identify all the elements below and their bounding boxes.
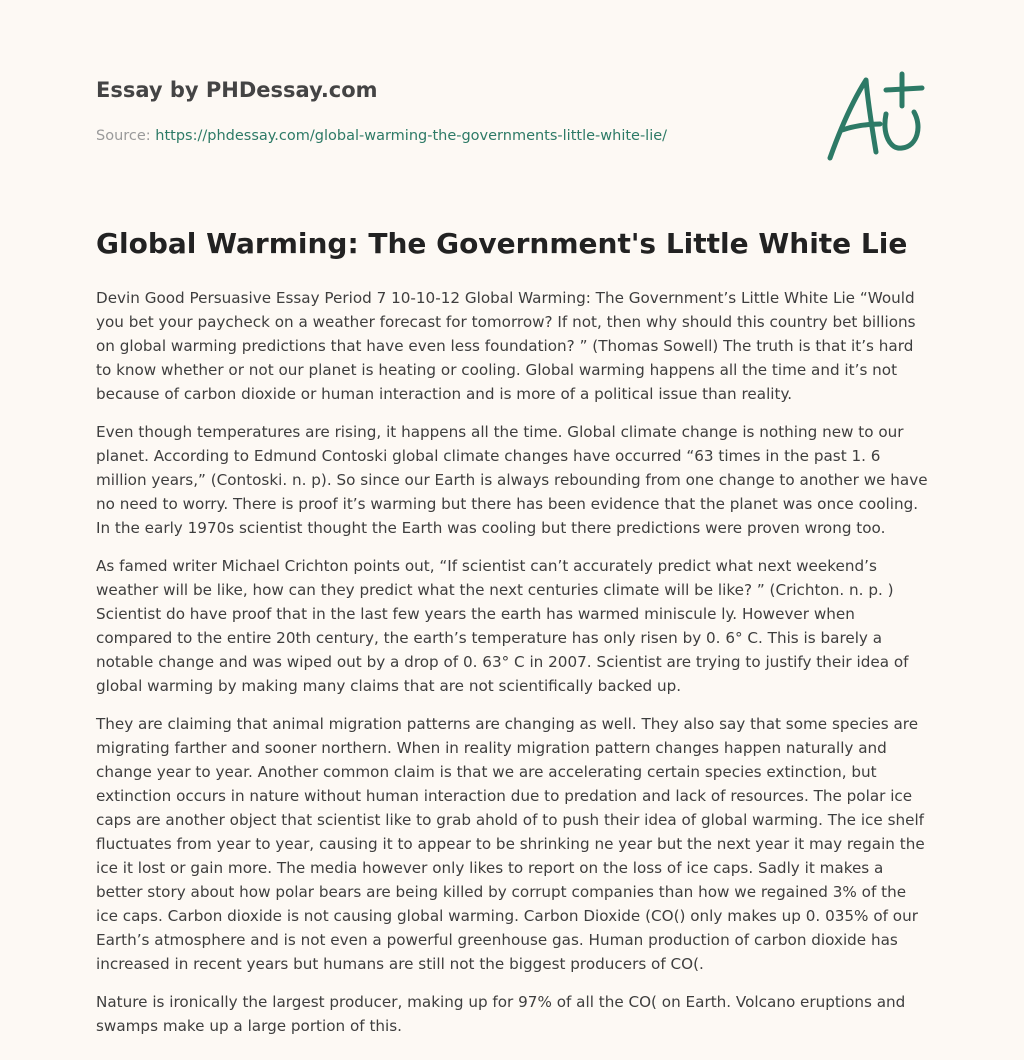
essay-paragraph: Devin Good Persuasive Essay Period 7 10-10-12 Global Warming: The Government’s Little White Lie “Would you bet your paycheck on a weather forecast for tomorrow? If not, then why should this country bet billions on global warming predictions that have even less foundation? ” (Thomas Sowell) The truth is that it’s hard to know whether or not our planet is heating or cooling. Global warming happens all the time and it’s not because of carbon dioxide or human interaction and is more of a political issue than reality. bbox=[96, 289, 916, 403]
site-title: Essay by PHDessay.com bbox=[96, 78, 378, 102]
essay-title: Global Warming: The Government's Little White Lie bbox=[96, 227, 908, 260]
essay-paragraph: Nature is ironically the largest producer, making up for 97% of all the CO( on Earth. Volcano eruptions and swamps make up a large portion of this. bbox=[96, 993, 906, 1035]
essay-paragraph: They are claiming that animal migration patterns are changing as well. They also say that some species are migrating farther and sooner northern. When in reality migration pattern changes happen naturally and change year to year. Another common claim is that we are accelerating certain species extinction, but extinction occurs in nature without human interaction due to predation and lack of resources. The polar ice caps are another object that scientist like to grab ahold of to push their idea of global warming. The ice shelf fluctuates from year to year, causing it to appear to be shrinking ne year but the next year it may regain the ice it lost or gain more. The media however only likes to report on the loss of ice caps. Sadly it makes a better story about how polar bears are being killed by corrupt companies than how we regained 3% of the ice caps. Carbon dioxide is not causing global warming. Carbon Dioxide (CO() only makes up 0. 035% of our Earth’s atmosphere and is not even a powerful greenhouse gas. Human production of carbon dioxide has increased in recent years but humans are still not the biggest producers of CO(. bbox=[96, 715, 925, 973]
source-label: Source: bbox=[96, 128, 151, 144]
essay-paragraph: Even though temperatures are rising, it happens all the time. Global climate change is nothing new to our planet. According to Edmund Contoski global climate changes have occurred “63 times in the past 1. 6 million years,” (Contoski. n. p). So since our Earth is always rebounding from one change to another we have no need to worry. There is proof it’s warming but there has been evidence that the planet was once cooling. In the early 1970s scientist thought the Earth was cooling but there predictions were proven wrong too. bbox=[96, 423, 928, 537]
source-line bbox=[96, 126, 796, 146]
page-header bbox=[96, 74, 796, 146]
a-plus-grade-icon bbox=[822, 66, 926, 166]
source-link[interactable]: https://phdessay.com/global-warming-the-governments-little-white-lie/ bbox=[155, 128, 668, 144]
essay-paragraph: As famed writer Michael Crichton points out, “If scientist can’t accurately predict what next weekend’s weather will be like, how can they predict what the next centuries climate will be like? ” (Crichton. n. p. ) Scientist do have proof that in the last few years the earth has warmed miniscule ly. However when compared to the entire 20th century, the earth’s temperature has only risen by 0. 6° C. This is barely a notable change and was wiped out by a drop of 0. 63° C in 2007. Scientist are trying to justify their idea of global warming by making many claims that are not scientifically backed up. bbox=[96, 557, 909, 695]
essay-body bbox=[96, 286, 930, 1052]
